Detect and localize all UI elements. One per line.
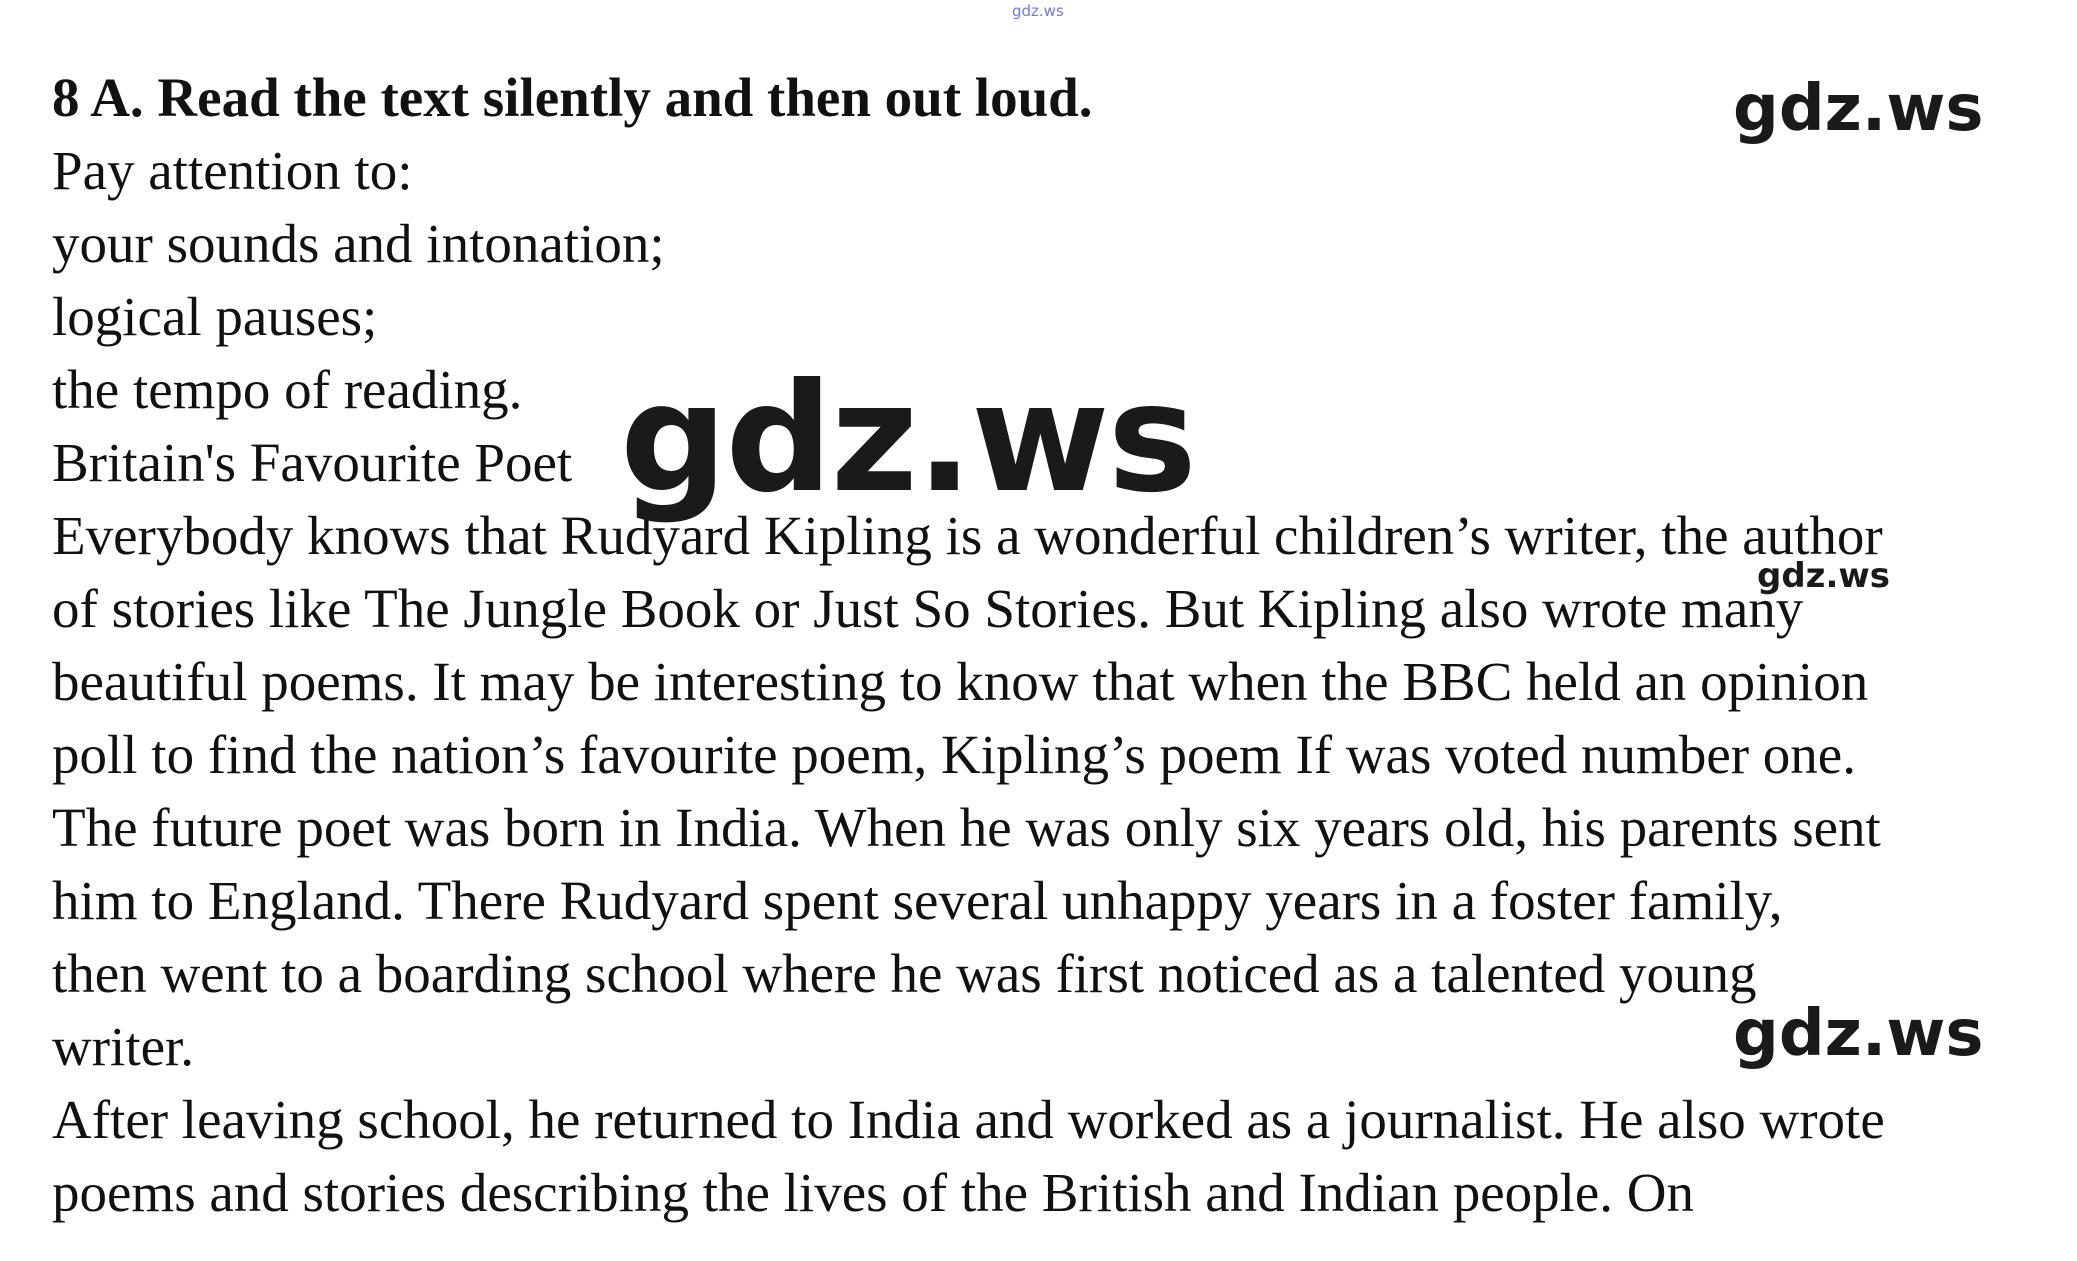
text-line: poll to find the nation’s favourite poem, Kipling’s poem If was voted number one. <box>52 724 1856 785</box>
watermark-center: gdz.ws <box>620 352 1195 526</box>
watermark-mid-right: gdz.ws <box>1757 556 1891 596</box>
text-line: Pay attention to: <box>52 140 413 201</box>
watermark-bottom-right: gdz.ws <box>1733 997 1984 1071</box>
text-title-line: Britain's Favourite Poet <box>52 432 573 493</box>
text-line: beautiful poems. It may be interesting to know that when the BBC held an opinion <box>52 651 1869 712</box>
exercise-heading: 8 A. Read the text silently and then out loud. <box>52 67 1093 128</box>
text-line: him to England. There Rudyard spent several unhappy years in a foster family, <box>52 870 1783 931</box>
text-line: The future poet was born in India. When he was only six years old, his parents sent <box>52 797 1881 858</box>
text-line: Everybody knows that Rudyard Kipling is a wonderful children’s writer, the author <box>52 505 1883 566</box>
text-line: logical pauses; <box>52 286 378 347</box>
text-line: your sounds and intonation; <box>52 213 665 274</box>
watermark-tiny-top: gdz.ws <box>1012 2 1064 20</box>
text-line: then went to a boarding school where he was first noticed as a talented young <box>52 943 1757 1004</box>
text-line: of stories like The Jungle Book or Just So Stories. But Kipling also wrote many <box>52 578 1804 639</box>
text-line: the tempo of reading. <box>52 359 523 420</box>
watermark-top-right: gdz.ws <box>1733 72 1984 146</box>
text-line: writer. <box>52 1016 195 1077</box>
text-line: After leaving school, he returned to India and worked as a journalist. He also wrote <box>52 1089 1885 1150</box>
text-line: poems and stories describing the lives of the British and Indian people. On <box>52 1162 1695 1223</box>
